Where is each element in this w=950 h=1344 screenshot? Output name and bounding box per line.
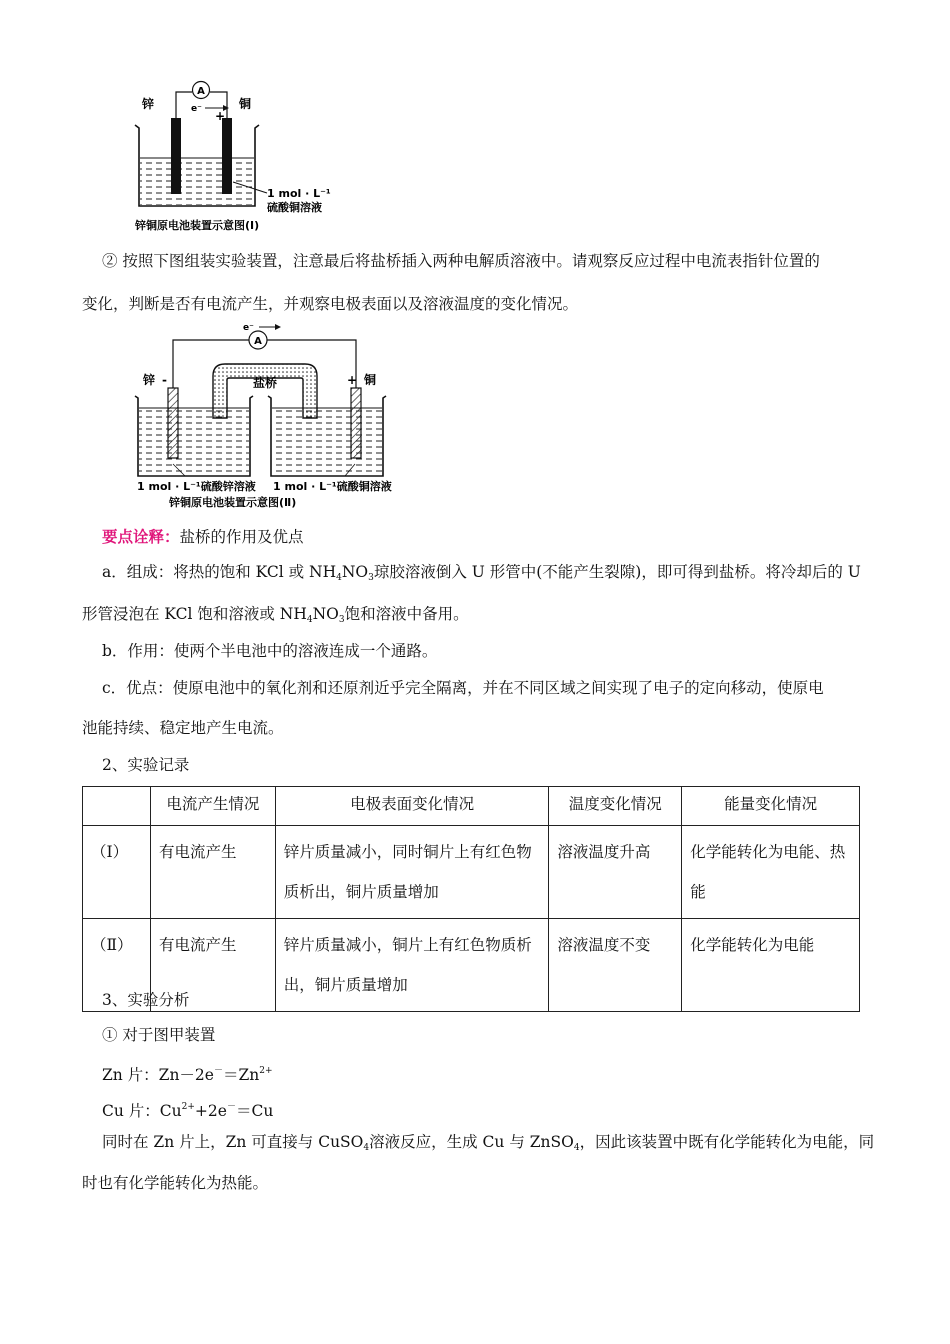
table-header-cell — [83, 787, 151, 826]
key-point-label: 要点诠释： — [102, 527, 180, 546]
figure-galvanic-cell-2 — [125, 318, 405, 513]
experiment-record-table — [82, 786, 860, 1012]
table-cell: 有电流产生 — [150, 919, 275, 1012]
positive-sign: + — [215, 109, 226, 123]
key-point — [102, 526, 882, 548]
key-point-text: 盐桥的作用及优点 — [179, 528, 304, 546]
ammeter-label: A — [197, 86, 205, 97]
step2-line1: ② 按照下图组装实验装置，注意最后将盐桥插入两种电解质溶液中。请观察反应过程中电流表指针位置的 — [102, 252, 820, 270]
table-header-row — [83, 787, 860, 826]
conclusion-line1: 同时在 Zn 片上，Zn 可直接与 CuSO$_4$溶液反应，生成 Cu 与 ZnSO$_4$，因此该装置中既有化学能转化为电能，同 — [102, 1133, 875, 1153]
electron2-label: e⁻ — [243, 323, 254, 333]
table-row — [83, 826, 860, 919]
point-c-line2: 池能持续、稳定地产生电流。 — [82, 719, 284, 737]
table-cell: 化学能转化为电能、热能 — [682, 826, 860, 919]
zinc-half-reaction: Zn 片：$Zn-2e^-=Zn^{2+}$ — [102, 1066, 273, 1084]
conclusion-line2: 时也有化学能转化为热能。 — [82, 1174, 269, 1192]
table-cell: 溶液温度不变 — [549, 919, 682, 1012]
ammeter2-label: A — [254, 336, 262, 347]
copper-half-reaction: Cu 片：$Cu^{2+}+2e^-=Cu$ — [102, 1102, 274, 1120]
zinc2-label: 锌 — [143, 373, 156, 387]
figure-galvanic-cell-1 — [125, 70, 375, 245]
figure1-caption: 锌铜原电池装置示意图(Ⅰ) — [135, 219, 260, 232]
solution-label: 硫酸铜溶液 — [267, 201, 322, 214]
section2-title: 2、实验记录 — [102, 756, 190, 774]
table-cell: （Ⅰ） — [83, 826, 151, 919]
negative-sign: - — [162, 373, 167, 387]
table-header-cell: 能量变化情况 — [682, 787, 860, 826]
table-cell: 锌片质量减小，铜片上有红色物质析出，铜片质量增加 — [275, 919, 549, 1012]
table-header-cell: 电流产生情况 — [150, 787, 275, 826]
point-a-line1: a．组成：将热的饱和 KCl 或 $NH_4NO_3$琼胶溶液倒入 U 形管中(不能产生裂隙)，即可得到盐桥。将冷却后的 U — [102, 563, 861, 583]
concentration-label: 1 mol · L⁻¹ — [267, 187, 331, 200]
table-cell: 锌片质量减小，同时铜片上有红色物质析出，铜片质量增加 — [275, 826, 549, 919]
positive2-sign: + — [347, 373, 358, 387]
copper2-label: 铜 — [364, 373, 377, 387]
table-header-cell: 温度变化情况 — [549, 787, 682, 826]
point-b: b．作用：使两个半电池中的溶液连成一个通路。 — [102, 642, 438, 660]
figure2-caption: 锌铜原电池装置示意图(Ⅱ) — [169, 496, 297, 509]
section3-title: 3、实验分析 — [102, 991, 190, 1009]
salt-bridge-label: 盐桥 — [253, 376, 278, 390]
analysis-item1: ① 对于图甲装置 — [102, 1026, 216, 1044]
point-a-line2: 形管浸泡在 KCl 饱和溶液或 $NH_4NO_3$饱和溶液中备用。 — [82, 605, 469, 625]
table-cell: 有电流产生 — [150, 826, 275, 919]
table-cell: 溶液温度升高 — [549, 826, 682, 919]
table-cell: （Ⅱ） — [83, 919, 151, 1012]
table-header-cell: 电极表面变化情况 — [275, 787, 549, 826]
zinc-sulfate-label: 1 mol · L⁻¹硫酸锌溶液 — [137, 480, 256, 493]
table-cell: 化学能转化为电能 — [682, 919, 860, 1012]
electron-label: e⁻ — [191, 104, 202, 114]
copper-sulfate-label: 1 mol · L⁻¹硫酸铜溶液 — [273, 480, 392, 493]
point-c-line1: c．优点：使原电池中的氧化剂和还原剂近乎完全隔离，并在不同区域之间实现了电子的定向移动，使原电 — [102, 679, 824, 697]
copper-label: 铜 — [239, 97, 252, 111]
step2-line2: 变化，判断是否有电流产生，并观察电极表面以及溶液温度的变化情况。 — [82, 295, 579, 313]
zinc-label: 锌 — [142, 97, 155, 111]
